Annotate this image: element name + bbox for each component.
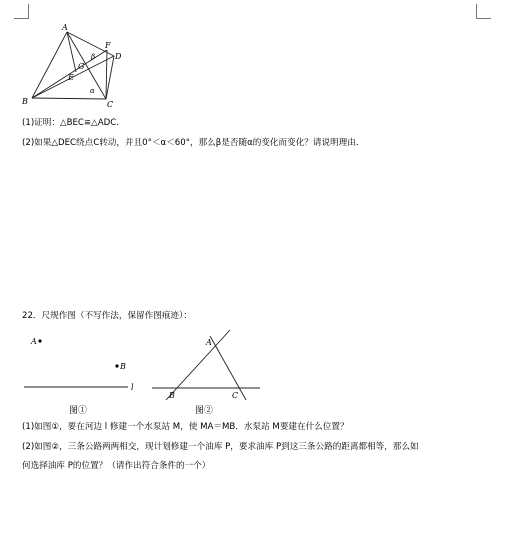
figure-two: [148, 326, 263, 402]
q21-part2: (2)如果△DEC绕点C转动，并且0°＜α＜60°，那么β是否随α的变化而变化？请说明理由．: [22, 138, 365, 148]
page-corner-mark-left: [14, 4, 29, 19]
figure-two-svg: [148, 326, 263, 402]
q22-title: 22．尺规作图（不写作法，保留作图痕迹）：: [22, 311, 192, 321]
label-b: B: [22, 97, 28, 106]
figure-one: [20, 330, 140, 400]
label-alpha: α: [90, 87, 95, 95]
fig1-caption: 图①: [69, 406, 88, 416]
triangle-figure-svg: [18, 22, 128, 110]
q21-part1: (1)证明：△BEC≌△ADC．: [22, 118, 125, 128]
q22-part2: (2)如图②，三条公路两两相交，现计划修建一个油库 P，要求油库 P到这三条公路的距离都相等，那么如: [22, 442, 419, 452]
label-g: G: [78, 62, 85, 71]
label-f: F: [105, 41, 111, 50]
q22-part2-continued: 何选择油库 P的位置？（请作出符合条件的一个）: [22, 461, 211, 471]
triangle-figure: [18, 22, 128, 110]
fig2-point-b-label: B: [169, 391, 175, 400]
label-e: E: [68, 73, 74, 82]
label-d: D: [115, 52, 122, 61]
fig1-line-l-label: l: [131, 383, 134, 392]
figure-one-svg: [20, 330, 140, 400]
label-beta: β: [91, 53, 96, 61]
fig2-point-a-label: A: [206, 338, 212, 347]
page-corner-mark-right: [476, 4, 491, 19]
label-c: C: [107, 100, 114, 109]
fig1-point-b-label: B: [120, 362, 126, 371]
fig1-point-a-label: A: [31, 337, 37, 346]
fig2-caption: 图②: [195, 406, 214, 416]
label-a: A: [62, 23, 68, 32]
fig2-point-c-label: C: [232, 391, 239, 400]
q22-part1: (1)如图①，要在河边 l 修建一个水泵站 M，使 MA＝MB．水泵站 M要建在什么位置？: [22, 422, 349, 432]
